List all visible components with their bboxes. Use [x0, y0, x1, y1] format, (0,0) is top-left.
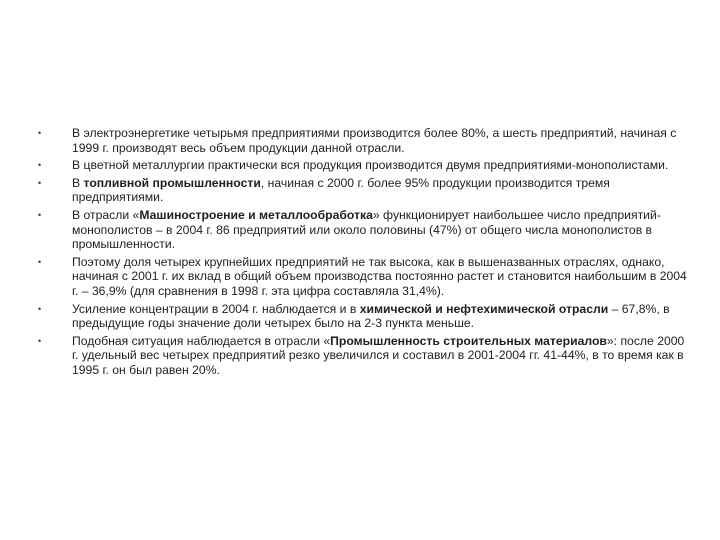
- bullet-marker: •: [38, 256, 42, 267]
- bullet-item: [38, 334, 688, 378]
- bullet-text: [72, 126, 676, 155]
- bullet-item: [38, 302, 688, 331]
- text-run: Подобная ситуация наблюдается в отрасли «: [72, 333, 331, 348]
- bold-term: топливной промышленности: [83, 175, 261, 190]
- text-run: В электроэнергетике четырьмя предприятиями производится более 80%, а шесть предприятий, начиная с 1999 г. производят весь объем продукции данной отрасли.: [72, 126, 677, 155]
- bullet-text: [72, 302, 670, 331]
- bullet-marker: •: [38, 209, 42, 220]
- text-run: , начиная с 2000 г. более 95% продукции производится тремя предприятиями.: [72, 175, 610, 205]
- bullet-item: [38, 208, 688, 252]
- bullet-item: [38, 158, 688, 173]
- bullet-marker: •: [38, 128, 42, 138]
- bold-term: Машиностроение и металлообработка: [139, 207, 373, 222]
- text-run: В отрасли «: [72, 207, 140, 222]
- bullet-item: [38, 176, 688, 205]
- bold-term: Промышленность строительных материалов: [330, 333, 607, 348]
- bullet-text: [72, 334, 684, 377]
- bold-term: химической и нефтехимической отрасли: [359, 301, 609, 316]
- bullet-list: [38, 126, 688, 378]
- bullet-text: [72, 176, 610, 205]
- bullet-text: [72, 208, 661, 251]
- text-run: В цветной металлургии практически вся продукция производится двумя предприятиями-монополистами.: [72, 158, 669, 173]
- bullet-marker: •: [38, 335, 42, 346]
- bullet-marker: •: [38, 160, 42, 171]
- bullet-text: [72, 255, 687, 298]
- text-run: » функционирует наибольшее число предприятий-монополистов – в 2004 г. 86 предприятий или около половины (47%) от общего числа монополистов в промышленности.: [72, 207, 661, 252]
- bullet-marker: •: [38, 303, 42, 314]
- text-run: Поэтому доля четырех крупнейших предприятий не так высока, как в вышеназванных отраслях, однако, начиная с 2001 г. их вклад в общий объем производства постоянно растет и становится наибольшим в 2004 г. – 36,9% (для сравнения в 1998 г. эта цифра составляла 31,4%).: [72, 254, 687, 298]
- text-run: В: [72, 175, 84, 190]
- bullet-item: [38, 126, 688, 155]
- text-run: Усиление концентрации в 2004 г. наблюдается и в: [72, 301, 360, 316]
- bullet-text: [72, 158, 668, 172]
- bullet-marker: •: [38, 177, 42, 188]
- text-run: »: после 2000 г. удельный вес четырех предприятий резко увеличился и составил в 2001-2004 гг. 41-44%, в то время как в 1995 г. он был равен 20%.: [72, 333, 685, 377]
- text-run: – 67,8%, в предыдущие годы значение доли четырех было на 2-3 пункта меньше.: [72, 301, 670, 331]
- bullet-item: [38, 255, 688, 299]
